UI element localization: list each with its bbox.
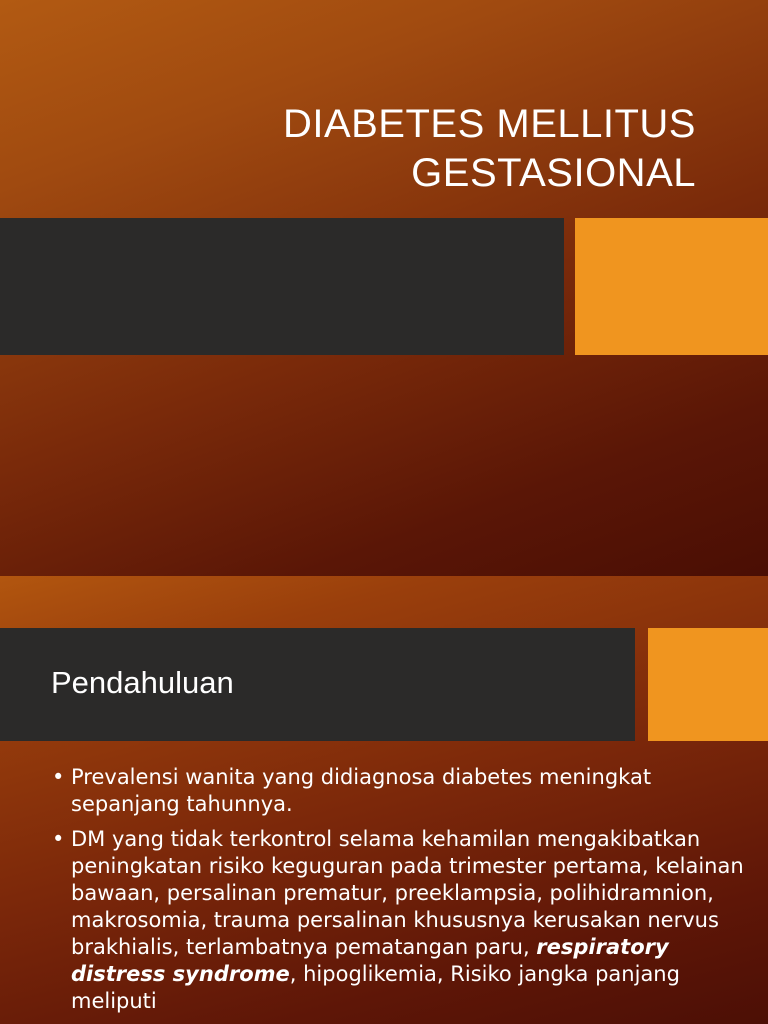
orange-accent-block <box>575 218 768 355</box>
slide-title: DIABETES MELLITUS GESTASIONAL <box>282 102 696 195</box>
bullet-text: DM yang tidak terkontrol selama kehamilan mengakibatkan peningkatan risiko keguguran pada trimester pertama, kelainan bawaan, persalinan prematur, preeklampsia, polihidramnion, makrosomia, trauma persalinan khususnya kerusakan nervus brakhialis, terlambatnya pematangan paru, <box>71 827 744 959</box>
dark-band <box>0 218 564 355</box>
bullet-text-continued: , hipoglikemia, Risiko jangka panjang meliputi <box>71 962 680 1013</box>
orange-accent-block <box>648 628 768 741</box>
bullet-marker: • <box>52 765 65 789</box>
bullet-item <box>52 826 752 1015</box>
bullet-text: Prevalensi wanita yang didiagnosa diabetes meningkat sepanjang tahunnya. <box>71 765 652 816</box>
content-slide <box>0 576 768 1024</box>
bullet-emphasis: respiratory distress syndrome <box>71 935 669 986</box>
bullet-list <box>52 764 752 1023</box>
bullet-marker: • <box>52 827 65 851</box>
slide-heading: Pendahuluan <box>51 665 234 700</box>
bullet-item <box>52 764 752 818</box>
